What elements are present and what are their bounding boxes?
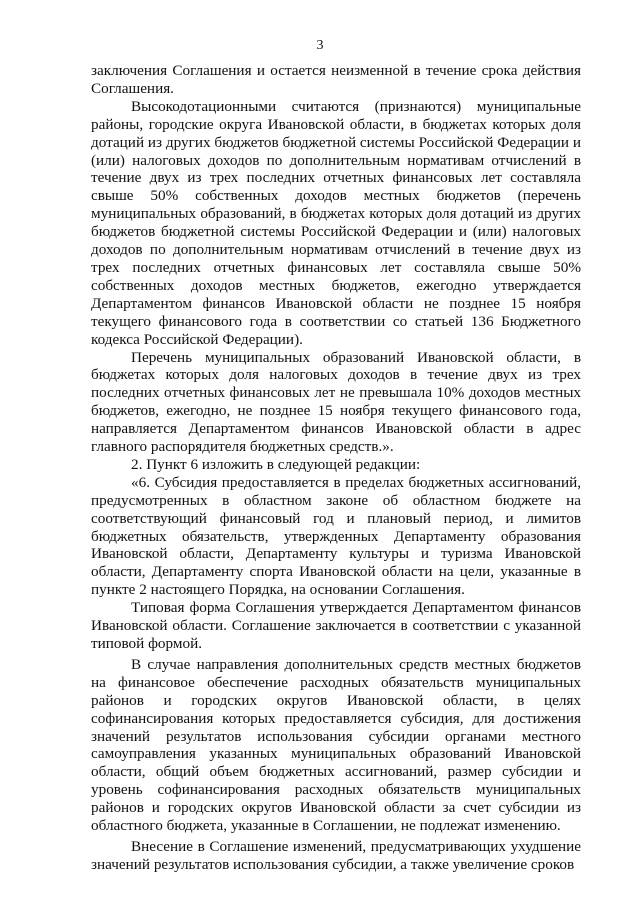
paragraph-agreement-form: Типовая форма Соглашения утверждается Департаментом финансов Ивановской области. Соглашение заключается в соответствии с указанной типовой формой. [91,599,581,652]
paragraph-item-2-heading: 2. Пункт 6 изложить в следующей редакции: [131,455,421,473]
paragraph-agreement-changes: Внесение в Соглашение изменений, предусматривающих ухудшение значений результатов использования субсидии, а также увеличение сроков [91,837,581,873]
document-body [91,62,581,874]
paragraph-continuation: заключения Соглашения и остается неизменной в течение срока действия Соглашения. [91,62,581,97]
paragraph-additional-funds: В случае направления дополнительных средств местных бюджетов на финансовое обеспечение расходных обязательств муниципальных районов и городских округов Ивановской области, в целях софинансирования которых предоставляется субсидия, для достижения значений результатов использования субсидии органами местного самоуправления указанных муниципальных образований Ивановской области, общий объем бюджетных ассигнований, размер субсидии и уровень софинансирования расходных обязательств муниципальных районов и городских округов Ивановской области за счет субсидии из областного бюджета, указанные в Соглашении, не подлежат изменению. [91,655,581,835]
paragraph-item-6-text: «6. Субсидия предоставляется в пределах бюджетных ассигнований, предусмотренных в областном законе об областном бюджете на соответствующий финансовый год и плановый период, и лимитов бюджетных обязательств, утвержденных Департаменту образования Ивановской области, Департаменту культуры и туризма Ивановской области, Департаменту спорта Ивановской области на цели, указанные в пункте 2 настоящего Порядка, на основании Соглашения. [91,473,581,599]
paragraph-municipal-list: Перечень муниципальных образований Ивановской области, в бюджетах которых доля налоговых доходов в течение двух из трех последних отчетных финансовых лет не превышала 10% доходов местных бюджетов, ежегодно, не позднее 15 ноября текущего финансового года, направляется Департаментом финансов Ивановской области в адрес главного распорядителя бюджетных средств.». [91,348,581,456]
page-number: 3 [316,38,324,53]
paragraph-high-subsidy-definition: Высокодотационными считаются (признаются) муниципальные районы, городские округа Ивановской области, в бюджетах которых доля дотаций из других бюджетов бюджетной системы Российской Федерации и (или) налоговых доходов по дополнительным нормативам отчислений в течение двух из трех последних отчетных финансовых лет составляла свыше 50% собственных доходов местных бюджетов (перечень муниципальных образований, в бюджетах которых доля дотаций из других бюджетов бюджетной системы Российской Федерации и (или) налоговых доходов по дополнительным нормативам отчислений в течение двух из трех последних отчетных финансовых лет составляла свыше 50% собственных доходов местных бюджетов, ежегодно утверждается Департаментом финансов Ивановской области не позднее 15 ноября текущего финансового года в соответствии со статьей 136 Бюджетного кодекса Российской Федерации). [91,97,581,348]
